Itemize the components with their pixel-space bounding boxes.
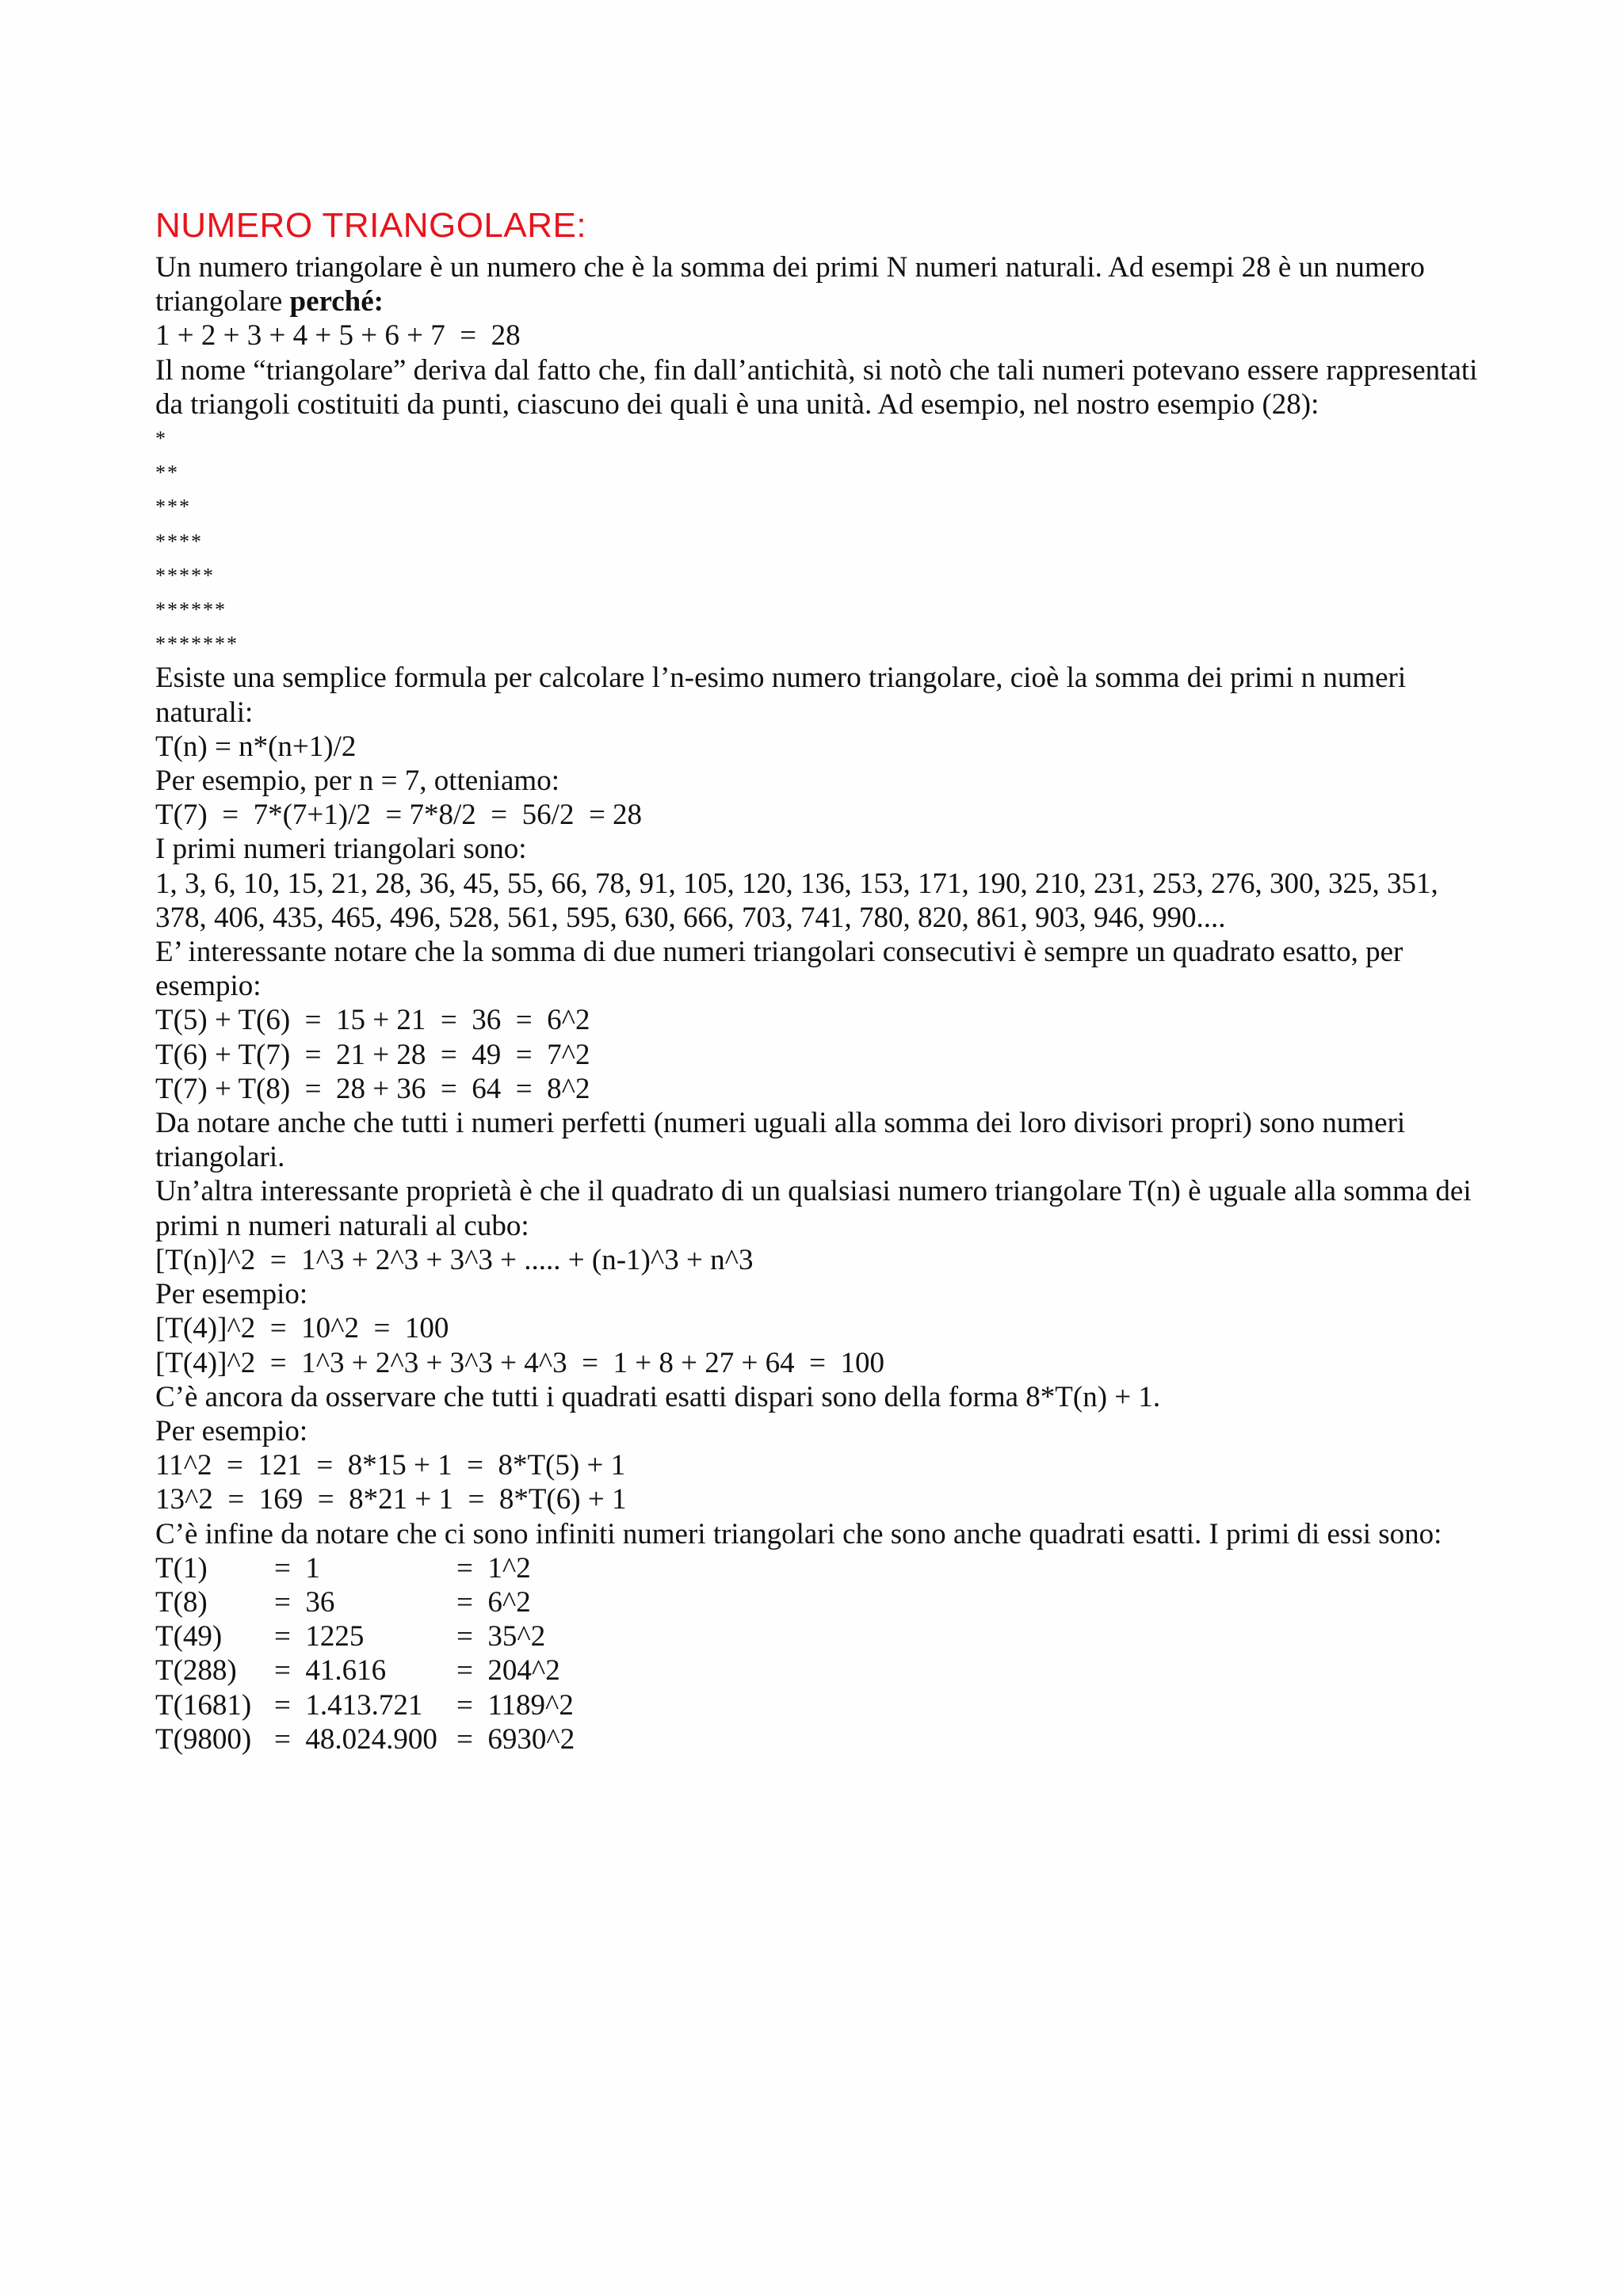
table-cell: = 204^2 (456, 1654, 560, 1688)
table-cell: = 1225 (274, 1620, 365, 1653)
table-cell: T(49) (155, 1620, 223, 1653)
star-row: ****** (155, 598, 227, 622)
star-row: ******* (155, 632, 239, 656)
star-row: **** (155, 529, 203, 553)
consecutive-example: T(7) + T(8) = 28 + 36 = 64 = 8^2 (155, 1072, 590, 1105)
formula: T(n) = n*(n+1)/2 (155, 730, 357, 763)
sum-example: 1 + 2 + 3 + 4 + 5 + 6 + 7 = 28 (155, 319, 521, 353)
example-calc: T(7) = 7*(7+1)/2 = 7*8/2 = 56/2 = 28 (155, 799, 643, 832)
page-title: NUMERO TRIANGOLARE: (155, 206, 587, 245)
table-cell: = 36 (274, 1585, 335, 1619)
consecutive-example: T(6) + T(7) = 21 + 28 = 49 = 7^2 (155, 1038, 590, 1071)
table-cell: T(8) (155, 1585, 208, 1619)
odd-example: 11^2 = 121 = 8*15 + 1 = 8*T(5) + 1 (155, 1449, 626, 1482)
star-row: ***** (155, 563, 215, 587)
first-numbers-label: I primi numeri triangolari sono: (155, 833, 527, 866)
triangular-squares-table (155, 1551, 1487, 1756)
table-cell: T(9800) (155, 1722, 252, 1756)
cube-formula: [T(n)]^2 = 1^3 + 2^3 + 3^3 + ..... + (n-1)^3 + n^3 (155, 1243, 754, 1276)
cube-example: [T(4)]^2 = 1^3 + 2^3 + 3^3 + 4^3 = 1 + 8 + 27 + 64 = 100 (155, 1346, 884, 1379)
table-cell: = 1.413.721 (274, 1688, 423, 1722)
name-paragraph: Il nome “triangolare” deriva dal fatto che, fin dall’antichità, si notò che tali numeri potevano essere rappresentati da triangoli costituiti da punti, ciascuno dei quali è una unità. Ad esempio, nel nostro esempio (28): (155, 353, 1478, 421)
document-page (155, 204, 1487, 1756)
cube-example-label: Per esempio: (155, 1278, 308, 1311)
cube-paragraph: Un’altra interessante proprietà è che il quadrato di un qualsiasi numero triangolare T(n) è uguale alla somma dei primi n numeri naturali al cubo: (155, 1175, 1472, 1242)
table-cell: = 1189^2 (456, 1688, 574, 1722)
squares-paragraph: C’è infine da notare che ci sono infiniti numeri triangolari che sono anche quadrati esatti. I primi di essi sono: (155, 1517, 1442, 1550)
example-intro: Per esempio, per n = 7, otteniamo: (155, 765, 559, 798)
table-cell: = 35^2 (456, 1620, 546, 1653)
consecutive-paragraph: E’ interessante notare che la somma di due numeri triangolari consecutivi è sempre un quadrato esatto, per esempio: (155, 936, 1403, 1003)
star-row: * (155, 427, 167, 451)
table-cell: T(288) (155, 1654, 237, 1688)
intro-text: Un numero triangolare è un numero che è la somma dei primi N numeri naturali. Ad esempi 28 è un numero triangolare (155, 251, 1425, 318)
table-cell: = 6930^2 (456, 1722, 575, 1756)
odd-example-label: Per esempio: (155, 1414, 308, 1447)
star-triangle (155, 421, 1487, 661)
cube-example: [T(4)]^2 = 10^2 = 100 (155, 1312, 449, 1345)
table-cell: T(1681) (155, 1688, 252, 1722)
formula-paragraph: Esiste una semplice formula per calcolare l’n-esimo numero triangolare, cioè la somma dei primi n numeri naturali: (155, 662, 1407, 729)
odd-squares-paragraph: C’è ancora da osservare che tutti i quadrati esatti dispari sono della forma 8*T(n) + 1. (155, 1380, 1161, 1413)
star-row: *** (155, 495, 191, 519)
star-row: ** (155, 461, 179, 485)
table-cell: = 1^2 (456, 1551, 531, 1585)
table-cell: = 1 (274, 1551, 320, 1585)
triangular-sequence: 1, 3, 6, 10, 15, 21, 28, 36, 45, 55, 66, 78, 91, 105, 120, 136, 153, 171, 190, 210, 231, 253, 276, 300, 325, 351, 378, 406, 435, 465, 496, 528, 561, 595, 630, 666, 703, 741, 780, 820, 861, 903, 946, 990.... (155, 867, 1438, 934)
consecutive-example: T(5) + T(6) = 15 + 21 = 36 = 6^2 (155, 1004, 590, 1037)
odd-example: 13^2 = 169 = 8*21 + 1 = 8*T(6) + 1 (155, 1483, 627, 1516)
table-cell: = 41.616 (274, 1654, 387, 1688)
table-cell: T(1) (155, 1551, 208, 1585)
intro-paragraph (155, 250, 1487, 318)
perfect-numbers-paragraph: Da notare anche che tutti i numeri perfetti (numeri uguali alla somma dei loro divisori propri) sono numeri triangolari. (155, 1107, 1406, 1174)
table-cell: = 6^2 (456, 1585, 531, 1619)
intro-bold-text: perché: (289, 285, 384, 318)
table-cell: = 48.024.900 (274, 1722, 437, 1756)
